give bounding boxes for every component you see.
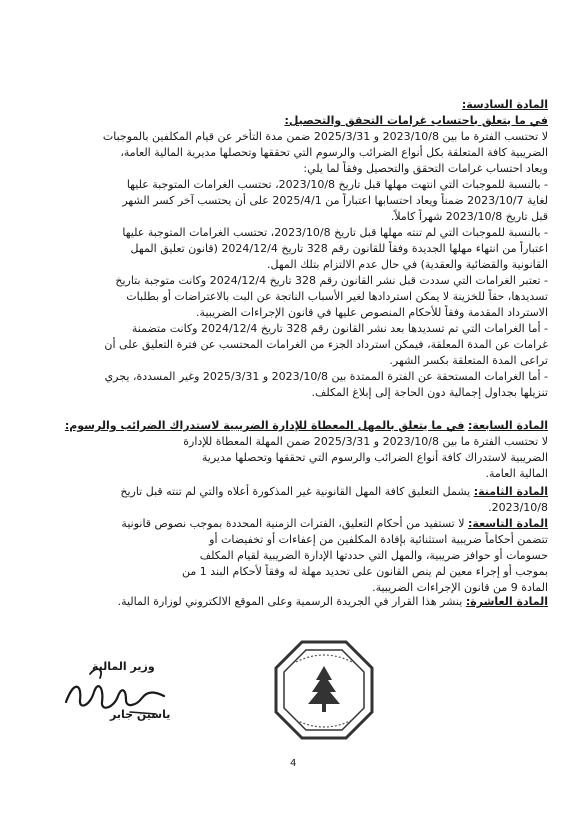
article-7 (36, 418, 548, 482)
minister-name: ياسين جابر (110, 708, 171, 721)
article-9 (36, 516, 548, 596)
article-6-line: الضريبية كافة المتعلقة بكل أنواع الضرائب والرسوم التي تحققها وتحصلها مديرية المالية العامة، (120, 146, 548, 159)
article-7-heading: المادة السابعة: (467, 419, 548, 432)
article-6-line: ويعاد احتساب غرامات التحقق والتحصيل وفقاً لما يلي: (303, 162, 548, 175)
page-number: 4 (290, 758, 297, 769)
article-8-heading: المادة الثامنة: (473, 485, 548, 498)
article-10 (36, 594, 548, 610)
article-6-heading: المادة السادسة: (461, 98, 548, 111)
article-10-text: ينشر هذا القرار في الجريدة الرسمية وعلى الموقع الالكتروني لوزارة المالية. (117, 595, 463, 608)
article-9-line: لا تستفيد من أحكام التعليق، الفترات الزمنية المحددة بموجب نصوص قانونية (121, 517, 465, 530)
article-9-line: بموجب أو إجراء معين لم ينص القانون على تحديد مهلة له وفقاً لأحكام البند 1 من (181, 565, 548, 578)
official-stamp (272, 638, 376, 742)
article-6-line: اعتباراً من انتهاء مهلها الجديدة وفقاً للقانون رقم 328 تاريخ 2024/12/4 (قانون تعليق المهل (130, 242, 548, 255)
article-6-line: - أما الغرامات التي تم تسديدها بعد نشر القانون رقم 328 تاريخ 2024/12/4 وكانت متضمنة (131, 322, 548, 335)
article-6-line: - أما الغرامات المستحقة عن الفترة الممتدة بين 2023/10/8 و 2025/3/31 وغير المسددة، يجري (104, 370, 548, 383)
article-6-subheading: في ما يتعلق باحتساب غرامات التحقق والتحصيل: (284, 114, 548, 127)
article-7-line: الضريبية لاستدراك كافة أنواع الضرائب والرسوم التي تحققها وتحصلها مديرية (201, 451, 548, 464)
article-6-line: القانونية والقضائية والعقدية) في حال عدم الالتزام بتلك المهل. (267, 258, 548, 271)
article-6 (36, 97, 548, 401)
article-9-line: تتضمن أحكاماً ضريبية استثنائية بإفادة المكلفين من إعفاءات أو تخفيضات أو (209, 533, 548, 546)
article-6-line: - تعتبر الغرامات التي سددت قبل نشر القانون رقم 328 تاريخ 2024/12/4 وكانت متوجبة بتاريخ (115, 274, 548, 287)
article-8 (36, 484, 548, 516)
article-10-heading: المادة العاشرة: (465, 595, 548, 608)
article-6-line: غرامات عن المدة المعلقة، فيمكن استرداد الجزء من الغرامات المحتسب عن فترة التعليق على أن (104, 338, 548, 351)
article-6-line: لغاية 2023/10/7 ضمناً ويعاد احتسابها اعتباراً من 2025/4/1 على أن يحتسب آخر كسر الشهر (122, 194, 548, 207)
article-9-line: المادة 9 من قانون الإجراءات الضريبية. (372, 581, 548, 594)
article-6-line: - بالنسبة للموجبات التي انتهت مهلها قبل تاريخ 2023/10/8، تحتسب الغرامات المتوجبة عليها (126, 178, 548, 191)
article-9-heading: المادة التاسعة: (468, 517, 548, 530)
article-6-line: قبل تاريخ 2023/10/8 شهراً كاملاً. (390, 210, 548, 223)
article-6-line: تنزيلها بجداول إجمالية دون الحاجة إلى إبلاغ المكلف. (311, 386, 548, 399)
article-8-line: يشمل التعليق كافة المهل القانونية غير المذكورة أعلاه والتي لم تنته قبل تاريخ (120, 485, 471, 498)
article-6-line: لا تحتسب الفترة ما بين 2023/10/8 و 2025/3/31 ضمن مدة التأخر عن قيام المكلفين بالموجبات (102, 130, 548, 143)
article-6-line: تسديدها، حقاً للخزينة لا يمكن استردادها لغير الأسباب الناتجة عن البت بالاعتراضات أو بطلبات (126, 290, 548, 303)
article-6-line: - بالنسبة للموجبات التي لم تنته مهلها قبل تاريخ 2023/10/8، تحتسب الغرامات المتوجبة عليها (122, 226, 548, 239)
minister-title: وزير المالية (92, 660, 155, 673)
article-6-line: الاسترداد المقدمة وفقاً للأحكام المنصوص عليها في قانون الإجراءات الضريبية. (196, 306, 548, 319)
article-6-line: تراعى المدة المتعلقة بكسر الشهر. (389, 354, 548, 367)
article-7-line: المالية العامة. (485, 467, 548, 480)
article-7-line: لا تحتسب الفترة ما بين 2023/10/8 و 2025/3/31 ضمن المهلة المعطاة للإدارة (183, 435, 548, 448)
article-8-line: 2023/10/8. (488, 501, 548, 514)
article-9-line: حسومات أو حوافز ضريبية، والمهل التي حددتها الإدارة الضريبية لقيام المكلف (199, 549, 548, 562)
article-7-subheading: في ما يتعلق بالمهل المعطاة للإدارة الضريبية لاستدراك الضرائب والرسوم: (64, 419, 465, 432)
